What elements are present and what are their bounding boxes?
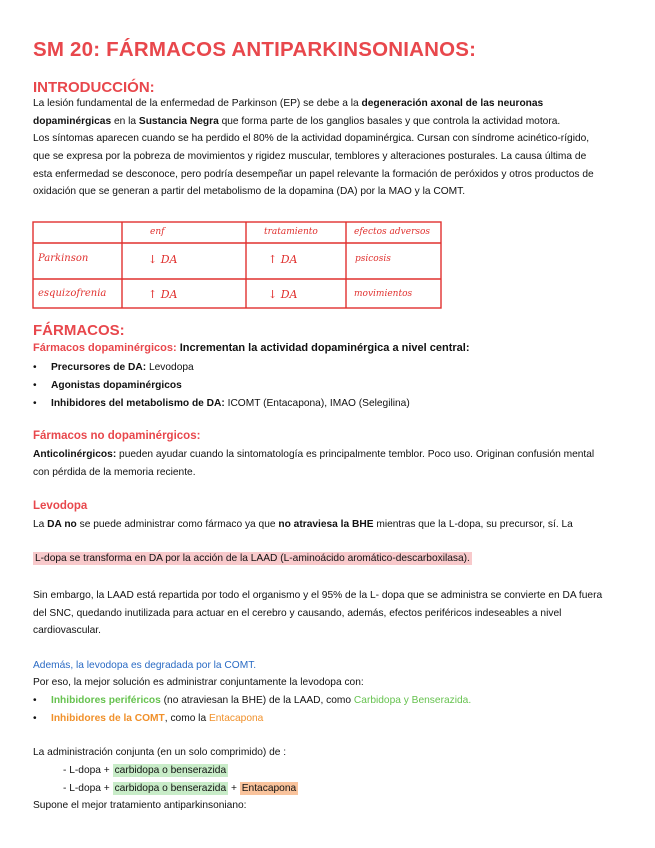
levodopa-p1 <box>33 516 573 534</box>
table-header-adverse: efectos adversos <box>354 227 431 237</box>
paragraph-line: cardiovascular. <box>33 625 101 637</box>
list-item-bold: Agonistas dopaminérgicos <box>51 380 182 391</box>
list-item-drug: Carbidopa y Benserazida. <box>353 695 472 706</box>
highlighted-text: carbidopa o benserazida <box>114 783 227 794</box>
intro-bold: dopaminérgicas <box>33 115 112 127</box>
table-cell: esquizofrenia <box>38 288 107 299</box>
highlighted-text: L-dopa se transforma en DA por la acción de la LAAD (L-aminoácido aromático-descarboxilasa). <box>35 553 470 564</box>
handwritten-table <box>32 221 442 309</box>
intro-line: que se expresa por la pobreza de movimientos y rigidez muscular, temblores y alteraciones posturales. La causa última de <box>33 151 587 163</box>
levodopa-heading: Levodopa <box>33 500 88 512</box>
highlighted-text: carbidopa o benserazida <box>114 765 227 776</box>
levodopa-p3 <box>33 587 602 640</box>
table-cell: ↓ DA <box>148 253 178 266</box>
intro-text: que forma parte de los ganglios basales y que controla la actividad motora. <box>218 115 561 127</box>
list-item-bold: Inhibidores de la COMT <box>51 713 165 724</box>
intro-bold: degeneración axonal de las neuronas <box>361 98 544 109</box>
combination-1 <box>63 762 228 780</box>
list-item-text: , como la <box>164 713 209 724</box>
table-cell: psicosis <box>355 254 391 264</box>
farmacos-heading: FÁRMACOS: <box>33 322 125 339</box>
levodopa-p2 <box>33 550 472 568</box>
combination-intro: La administración conjunta (en un solo comprimido) de : <box>33 747 287 758</box>
anticholinergic-text: pueden ayudar cuando la sintomatología es principalmente temblor. Poco uso. Originan confusión mental <box>116 449 595 460</box>
text: - L-dopa + <box>63 765 113 776</box>
list-item-bold: Inhibidores del metabolismo de DA: <box>51 398 225 409</box>
text: - L-dopa + <box>63 783 113 794</box>
bullet-icon: • <box>33 695 37 706</box>
conclusion: Supone el mejor tratamiento antiparkinsoniano: <box>33 800 247 811</box>
bold-text: DA no <box>47 519 77 530</box>
list-item-text: Levodopa <box>146 362 194 373</box>
table-cell: ↓ DA <box>268 288 298 301</box>
table-cell: ↑ DA <box>268 253 298 266</box>
list-item-text: (no atraviesan la BHE) de la LAAD, como <box>160 695 354 706</box>
page-title: SM 20: FÁRMACOS ANTIPARKINSONIANOS: <box>33 38 477 61</box>
bullet-icon: • <box>33 362 37 373</box>
anticholinergic-paragraph <box>33 446 594 481</box>
dopaminergic-label: Fármacos dopaminérgicos: <box>33 342 177 354</box>
paragraph-line: Sin embargo, la LAAD está repartida por todo el organismo y el 95% de la L- dopa que se administra se convierte en DA fuera <box>33 590 603 601</box>
table-cell: ↑ DA <box>148 288 178 301</box>
text: mientras que la L-dopa, su precursor, sí. La <box>373 519 573 530</box>
bullet-icon: • <box>33 713 37 724</box>
intro-line: esta enfermedad se desconoce, pero podría desempeñar un papel relevante la formación de peróxidos y otros productos de <box>33 168 594 180</box>
list-item-drug: Entacapona <box>208 713 264 724</box>
table-header-enf: enf <box>150 227 165 237</box>
bold-text: no atraviesa la BHE <box>278 519 374 530</box>
anticholinergic-text: con pérdida de la memoria reciente. <box>33 466 196 478</box>
levodopa-solution: Por eso, la mejor solución es administrar conjuntamente la levodopa con: <box>33 677 364 688</box>
non-dopaminergic-heading: Fármacos no dopaminérgicos: <box>33 430 201 442</box>
list-item-bold: Precursores de DA: <box>51 362 147 373</box>
paragraph-line: del SNC, quedando inutilizada para actuar en el cerebro y causando, además, efectos periféricos indeseables a nivel <box>33 607 562 619</box>
dopaminergic-desc: Incrementan la actividad dopaminérgica a nivel central: <box>176 342 470 354</box>
intro-heading: INTRODUCCIÓN: <box>33 79 155 96</box>
intro-line: oxidación que se generan a partir del metabolismo de la dopamina (DA) por la MAO y la COMT. <box>33 186 466 198</box>
intro-text: en la <box>111 115 139 127</box>
anticholinergic-label: Anticolinérgicos: <box>33 449 117 460</box>
intro-line: Los síntomas aparecen cuando se ha perdido el 80% de la actividad dopaminérgica. Cursan con síndrome acinético-rígido, <box>33 133 590 145</box>
table-header-treatment: tratamiento <box>264 227 318 237</box>
intro-bold: Sustancia Negra <box>138 115 219 127</box>
intro-paragraph <box>33 95 594 201</box>
text: La <box>33 519 48 530</box>
levodopa-comt-note: Además, la levodopa es degradada por la COMT. <box>33 660 257 671</box>
dopaminergic-line <box>33 340 469 358</box>
intro-text: La lesión fundamental de la enfermedad de Parkinson (EP) se debe a la <box>33 98 362 109</box>
bullet-icon: • <box>33 398 37 409</box>
text: se puede administrar como fármaco ya que <box>76 519 279 530</box>
table-cell: Parkinson <box>38 253 89 264</box>
list-item-bold: Inhibidores periféricos <box>51 695 161 706</box>
list-item-text: ICOMT (Entacapona), IMAO (Selegilina) <box>224 398 410 409</box>
highlighted-text: Entacapona <box>241 783 297 794</box>
table-cell: movimientos <box>354 289 413 299</box>
combination-2 <box>63 780 298 798</box>
text: + <box>228 783 240 794</box>
bullet-icon: • <box>33 380 37 391</box>
